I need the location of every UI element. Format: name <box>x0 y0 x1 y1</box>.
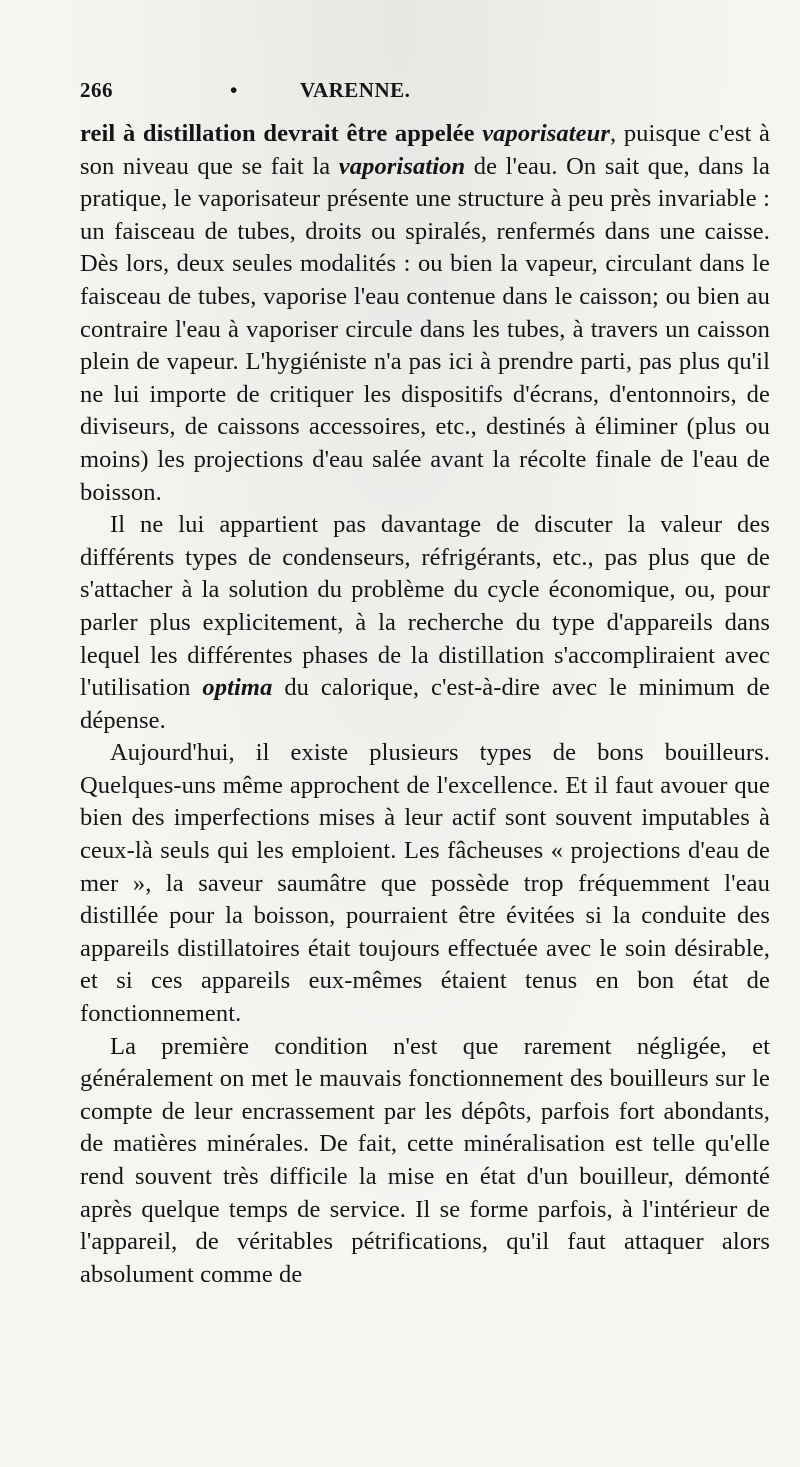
text-run: La première condition n'est que rarement négligée, et généralement on met le mauvais fonctionnement des bouilleurs sur le compte de leur encrassement par les dépôts, parfois fort abondants, de matières minérales. De fait, cette minéralisation est telle qu'elle rend souvent très difficile la mise en état d'un bouilleur, démonté après quelque temps de service. Il se forme parfois, à l'intérieur de l'appareil, de véritables pétrifications, qu'il faut attaquer alors absolument comme de <box>80 1032 770 1288</box>
running-title: VARENNE. <box>300 78 411 102</box>
paragraph <box>80 118 770 509</box>
text-run: Il ne lui appartient pas davantage de discuter la valeur des différents types de condenseurs, réfrigérants, etc., pas plus que de s'attacher à la solution du problème du cycle économique, ou, pour parler plus explicitement, à la recherche du type d'appareils dans lequel les différentes phases de la distillation s'accompliraient avec l'utilisation <box>80 511 770 702</box>
paragraph <box>80 509 770 737</box>
text-run: reil à distillation devrait être appelée <box>80 120 483 147</box>
italic-term: vaporisation <box>338 152 466 180</box>
header-separator: • <box>230 78 238 102</box>
body-text <box>80 118 770 1291</box>
text-run: du calorique, c'est-à-dire avec le minimum de dépense. <box>80 674 770 734</box>
text-run: , puisque c'est à son niveau que se fait la <box>80 120 770 180</box>
paragraph <box>80 737 770 1030</box>
page-number: 266 <box>80 78 113 102</box>
paragraph <box>80 1031 770 1292</box>
text-run: Aujourd'hui, il existe plusieurs types de bons bouilleurs. Quelques-uns même approchent de l'excellence. Et il faut avouer que bien des imperfections mises à leur actif sont souvent imputables à ceux-là seuls qui les emploient. Les fâcheuses « projections d'eau de mer », la saveur saumâtre que possède trop fréquemment l'eau distillée pour la boisson, pourraient être évitées si la conduite des appareils distillatoires était toujours effectuée avec le soin désirable, et si ces appareils eux-mêmes étaient tenus en bon état de fonctionnement. <box>80 739 770 1028</box>
italic-term: vaporisateur <box>482 120 610 147</box>
italic-term: optima <box>202 674 273 702</box>
text-run: de l'eau. On sait que, dans la pratique, le vaporisateur présente une structure à peu près invariable : un faisceau de tubes, droits ou spiralés, renfermés dans une caisse. Dès lors, deux seules modalités : ou bien la vapeur, circulant dans le faisceau de tubes, vaporise l'eau contenue dans le caisson; ou bien au contraire l'eau à vaporiser circule dans les tubes, à travers un caisson plein de vapeur. L'hygiéniste n'a pas ici à prendre parti, pas plus qu'il ne lui importe de critiquer les dispositifs d'écrans, d'entonnoirs, de diviseurs, de caissons accessoires, etc., destinés à éliminer (plus ou moins) les projections d'eau salée avant la récolte finale de l'eau de boisson. <box>80 152 770 506</box>
page-header <box>80 78 770 118</box>
